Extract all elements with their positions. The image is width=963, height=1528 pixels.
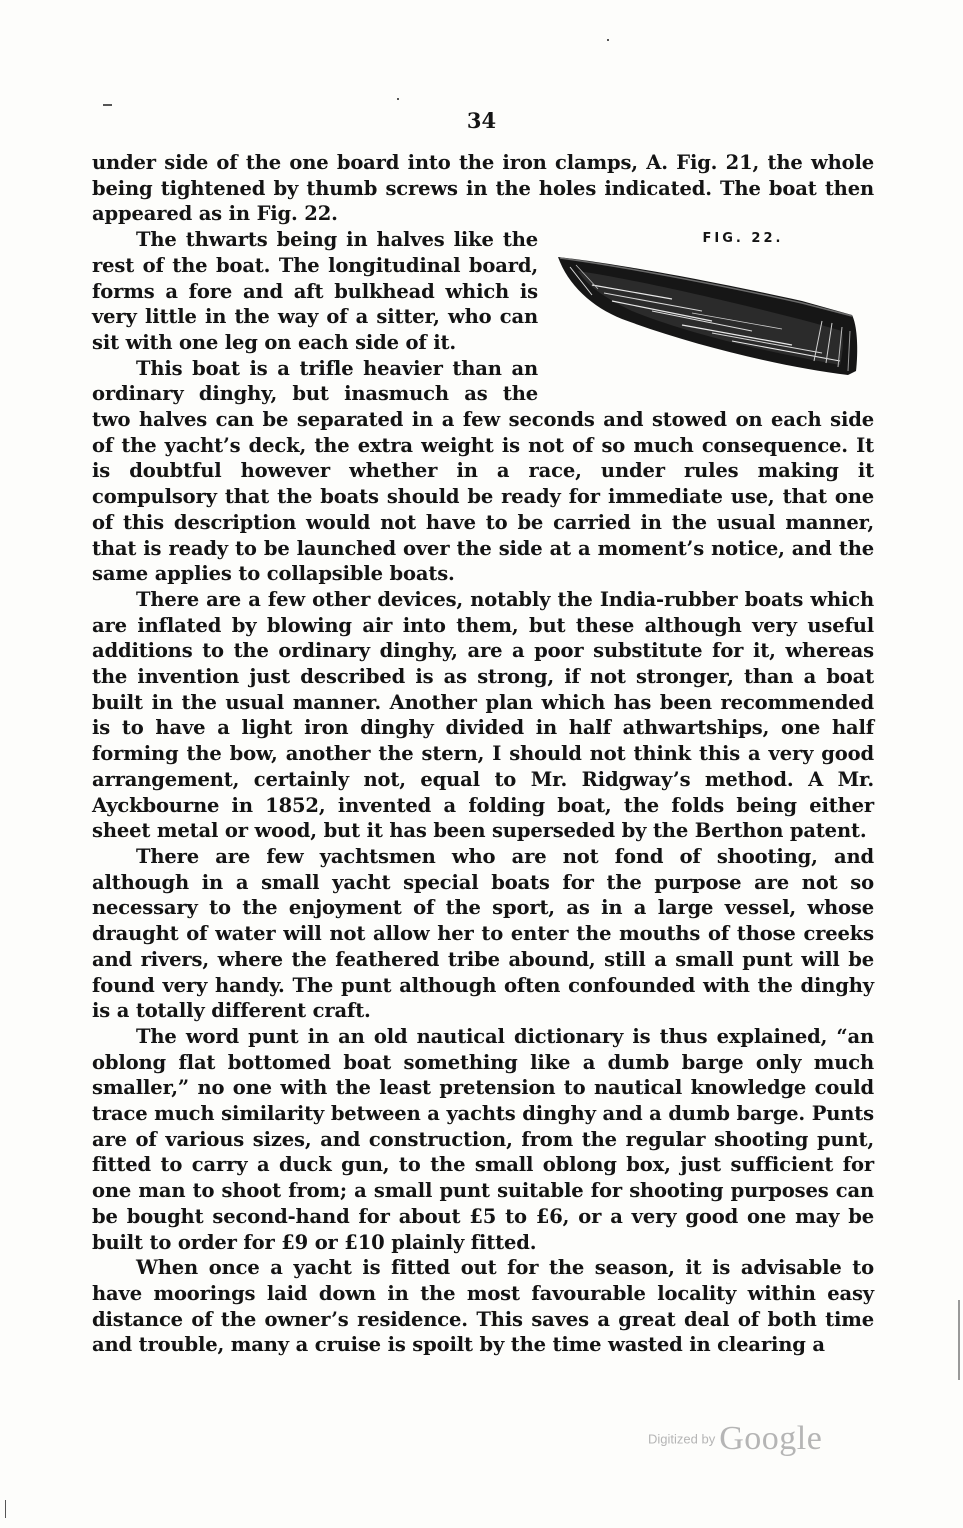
figure-caption: FIG. 22. xyxy=(702,231,784,247)
page-speck xyxy=(958,1300,960,1380)
figure-22 xyxy=(552,227,874,397)
page-speck xyxy=(5,1500,6,1518)
paragraph-moorings: When once a yacht is fitted out for the season, it is advisable to have moorings laid down in the most favourable locality within easy distance of the owner’s residence. This saves a great deal of both time and trouble, many a cruise is spoilt by the time wasted in clearing a xyxy=(92,1256,874,1357)
digitized-watermark xyxy=(648,1420,822,1458)
paragraph-weight: This boat is a trifle heavier than an ordinary dinghy, but inasmuch as the two halves can be separated in a few seconds and stowed on each side of the yacht’s deck, the extra weight is not of so much consequence. It is doubtful however whether in a race, under rules making it compulsory that the boats should be ready for immediate use, that one of this description would not have to be carried in the usual manner, that is ready to be launched over the side at a moment’s notice, and the same applies to collapsible boats. xyxy=(92,356,874,586)
paragraph-devices: There are a few other devices, notably the India-rubber boats which are inflated by blowing air into them, but these although very useful additions to the ordinary dinghy, are a poor substitute for it, whereas the invention just described is as strong, if not stronger, than a boat built in the usual manner. Another plan which has been recommended is to have a light iron dinghy divided in half athwartships, one half forming the bow, another the stern, I should not think this a very good arrangement, certainly not, equal to Mr. Ridgway’s method. A Mr. Ayckbourne in 1852, invented a folding boat, the folds being either sheet metal or wood, but it has been superseded by the Berthon patent. xyxy=(92,587,874,843)
watermark-prefix: Digitized by xyxy=(648,1431,716,1447)
page-speck xyxy=(397,98,399,100)
paragraph-punt: The word punt in an old nautical dictionary is thus explained, “an oblong flat bottomed boat something like a dumb barge only much smaller,” no one with the least pretension to nautical knowledge could trace much similarity between a yachts dinghy and a dumb barge. Punts are of various sizes, and construction, from the regular shooting punt, fitted to carry a duck gun, to the small oblong box, just sufficient for one man to shoot from; a small punt suitable for shooting purposes can be bought second-hand for about £5 to £6, or a very good one may be built to order for £9 or £10 plainly fitted. xyxy=(92,1024,874,1254)
page-speck xyxy=(607,39,609,41)
paragraph-continuation: under side of the one board into the iron clamps, A. Fig. 21, the whole being tightened by thumb screws in the holes indicated. The boat then appeared as in Fig. 22. xyxy=(92,151,874,226)
google-logo: Google xyxy=(719,1420,823,1457)
paragraph-thwarts: The thwarts being in halves like the rest of the boat. The longitudinal board, forms a fore and aft bulkhead which is very little in the way of a sitter, who can sit with one leg on each side of it. xyxy=(92,228,538,354)
body-text xyxy=(92,150,874,1358)
boat-illustration xyxy=(552,249,874,397)
paragraph-shooting: There are few yachtsmen who are not fond of shooting, and although in a small yacht special boats for the purpose are not so necessary to the enjoyment of the sport, as in a large vessel, whose draught of water will not allow her to enter the mouths of those creeks and rivers, where the feathered tribe abound, still a small punt will be found very handy. The punt although often confounded with the dinghy is a totally different craft. xyxy=(92,844,874,1023)
page-speck xyxy=(103,104,112,106)
page-number: 34 xyxy=(466,108,497,133)
